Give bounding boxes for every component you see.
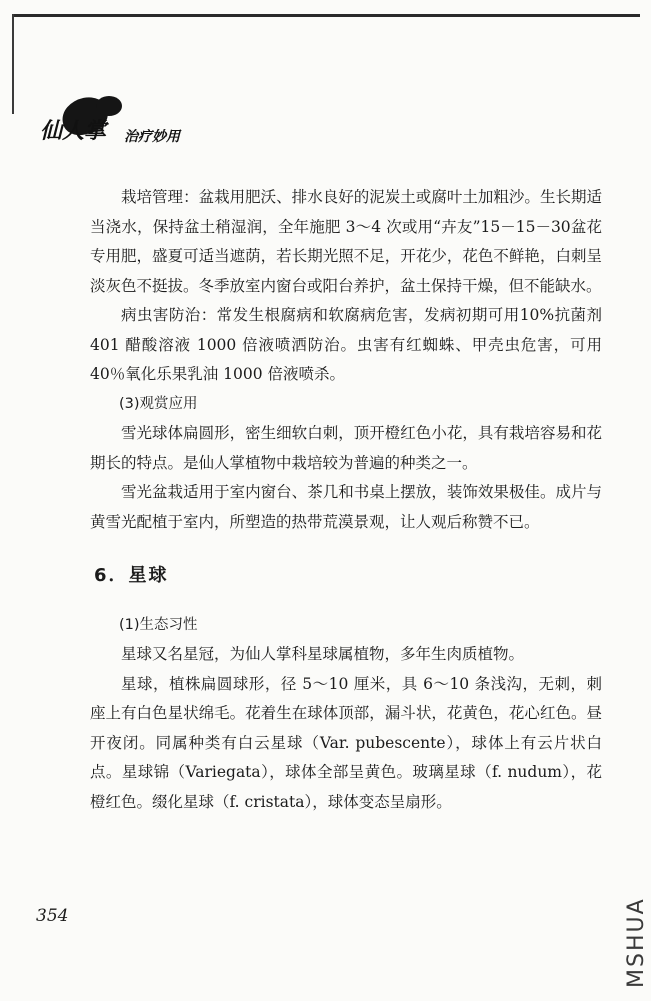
watermark: MSHUA [624, 897, 649, 988]
page-number: 354 [36, 906, 69, 926]
cactus-head-icon [96, 96, 122, 116]
paragraph-ecology-1: 星球又名星冠，为仙人掌科星球属植物，多年生肉质植物。 [121, 645, 525, 663]
page-body [90, 183, 602, 817]
logo-title: 仙人掌 [40, 118, 107, 144]
subheading-ecology: (1)生态习性 [119, 616, 198, 633]
paragraph-cultivation: 栽培管理：盆栽用肥沃、排水良好的泥炭土或腐叶土加粗沙。生长期适当浇水，保持盆土稍湿润，全年施肥 3～4 次或用“卉友”15－15－30盆花专用肥，盛夏可适当遮荫，若长期光照不足，开花少，花色不鲜艳，白刺呈淡灰色不挺拔。冬季放室内窗台或阳台养护，盆土保持干燥，但不能缺水。 [90, 188, 602, 295]
paragraph-ornamental-2: 雪光盆栽适用于室内窗台、茶几和书桌上摆放，装饰效果极佳。成片与黄雪光配植于室内，所塑造的热带荒漠景观，让人观后称赞不已。 [90, 483, 602, 531]
header-logo [40, 96, 230, 156]
top-border-rule [12, 14, 640, 17]
logo-subtitle: 治疗妙用 [124, 129, 180, 145]
left-border-rule [12, 14, 14, 114]
section-title: 6．星球 [94, 565, 169, 586]
subheading-ornamental-use: (3)观赏应用 [119, 395, 198, 412]
paragraph-ornamental-1: 雪光球体扁圆形，密生细软白刺，顶开橙红色小花，具有栽培容易和花期长的特点。是仙人掌植物中栽培较为普遍的种类之一。 [90, 424, 602, 472]
paragraph-pest-control: 病虫害防治：常发生根腐病和软腐病危害，发病初期可用10%抗菌剂 401 醋酸溶液 1000 倍液喷洒防治。虫害有红蜘蛛、甲壳虫危害，可用 40％氧化乐果乳油 1000 倍液喷杀。 [90, 306, 602, 383]
paragraph-ecology-2: 星球，植株扁圆球形，径 5～10 厘米，具 6～10 条浅沟，无刺，刺座上有白色星状绵毛。花着生在球体顶部，漏斗状，花黄色，花心红色。昼开夜闭。同属种类有白云星球（Var. pubescente），球体上有云片状白点。星球锦（Variegata），球体全部呈黄色。玻璃星球（f. nudum），花橙红色。缀化星球（f. cristata），球体变态呈扇形。 [90, 674, 602, 811]
